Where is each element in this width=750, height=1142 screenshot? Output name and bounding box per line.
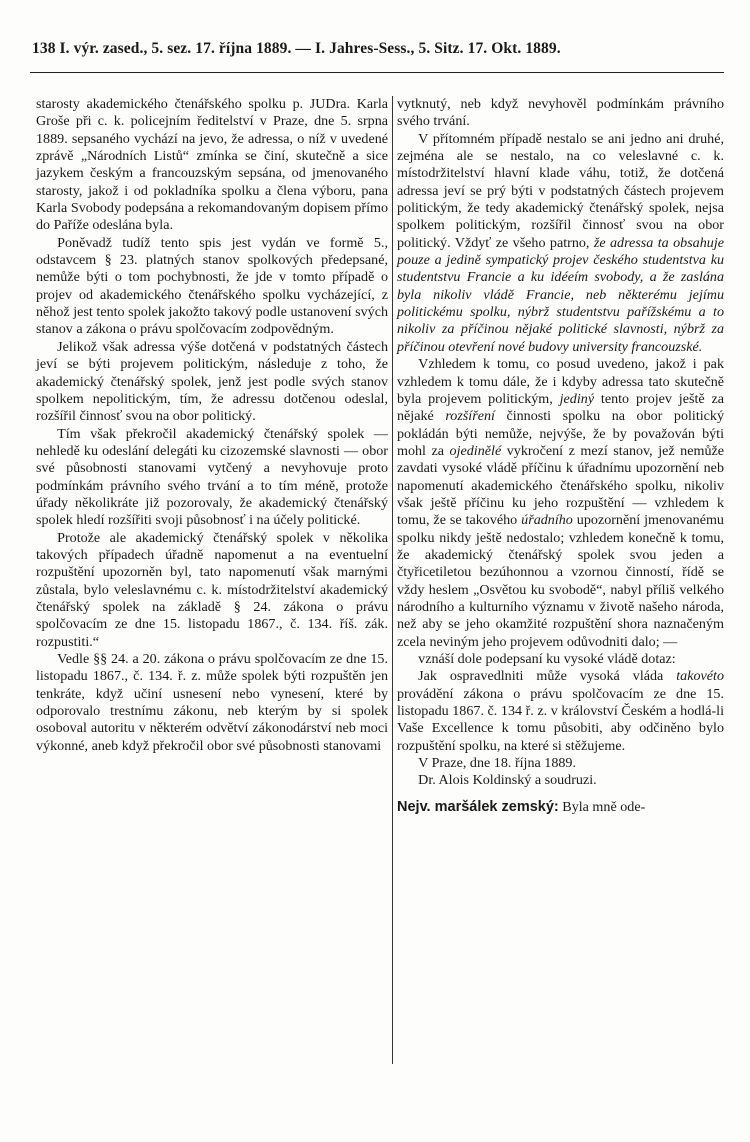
right-column [397, 96, 724, 816]
left-paragraph-5: Protože ale akademický čtenářský spolek v několika takových případech úřadně napomenut a na eventuelní rozpuštění upozorněn byl, tato napomenutí však marnými zůstala, bylo veleslavnému c. k. místodržitelství akademický čtenářský spolek na základě § 24. zákona o právu spolčovacím ze dne 15. listopadu 1867., č. 134. říš. zák. rozpustiti.“ [36, 529, 388, 650]
right-p5-em-takoveto: takovéto [676, 668, 724, 685]
right-p5-text-a: Jak ospravedlniti může vysoká vláda [418, 668, 677, 685]
right-p2-emphasis: že adressa ta obsahuje pouze a jedině sympatický projev českého studentstva ku studentstvu Francie a ku idéeím svobody, a že zaslána byla nikoliv vládě Francie, neb některému jejímu politickému spolku, nýbrž studentstvu pařížskému a to nikoliv za příčinou nějaké politické slavnosti, nýbrž za příčinou otevření nové budovy university francouzské. [397, 234, 724, 355]
right-paragraph-4: vznáší dole podepsaní ku vysoké vládě dotaz: [418, 651, 676, 667]
right-p3-text-e: činnosti spolku na obor politický pokládán býti nemůže, nejvýše, že by považován býti mohl za [397, 408, 724, 459]
left-paragraph-2: Poněvadž tudíž tento spis jest vydán ve formě 5., odstavcem § 23. platných stanov spolkových předepsané, nemůže býti o tom pochybnosti, že jde v tomto případě o projev od akademického čtenářského spolku vycházející, z něhož jest tento spolek jakožto takový podle ustanovení svých stanov a zákona o právu spolčovacím zodpovědným. [36, 234, 388, 338]
right-p3-text-a: Vzhledem k tomu, co posud uvedeno, jakož i pak vzhledem k tomu dále, že i kdyby adressa tato skutečně byla projevem politickým, [397, 356, 724, 407]
left-paragraph-6: Vedle §§ 24. a 20. zákona o právu spolčovacím ze dne 15. listopadu 1867., č. 134. ř. z. může spolek býti rozpuštěn jen tenkráte, když učiní usnesení nebo vynesení, které by odporovalo trestnímu zákonu, neb kterým by si spolek osoboval autoritu v některém odvětví zákonodárství neb moci výkonné, aneb když překročil obor své působnosti stanovami [36, 651, 388, 754]
speaker-text: Byla mně ode- [558, 798, 646, 815]
right-paragraph-3 [397, 356, 724, 651]
signature-names: Dr. Alois Koldinský a soudruzi. [418, 772, 597, 789]
right-p5-text-c: provádění zákona o právu spolčovacím ze dne 15. listopadu 1867. č. 134 ř. z. v království Českém a hodlá-li Vaše Excellence k tomu působiti, aby odčiněno bylo rozpuštění spolku, na které si stěžujeme. [397, 685, 724, 754]
speaker-name: Nejv. maršálek zemský: [397, 798, 559, 815]
right-p3-text-i: upozornění jmenovanému spolku nikdy ještě nedostalo; vzhledem konečně k tomu, že akademický čtenářský spolek svou jeden a čtyřicetiletou bezúhonnou a vzornou činností, řídě se vždy heslem „Osvětou ku svobodě“, nabyl příliš velkého národního a kulturního významu v životě našeho národa, než aby se jeho okamžité rozpuštění shora naznačeným zcela neviným jeho projevem odůvodniti dalo; — [397, 512, 724, 650]
left-paragraph-1: starosty akademického čtenářského spolku p. JUDra. Karla Groše při c. k. policejním ředitelství v Praze, dne 5. srpna 1889. sepsaného vychází na jevo, že adressa, o níž v uvedené zprávě „Národních Listů“ zmínka se činí, skutečně a sice jazykem českým a francouzským sepsána, od jmenovaného starosty, jakož i od pokladníka spolku a člena výboru, pana Karla Svobody podepsána a rekomandovaným dopisem přímo do Paříže odeslána byla. [36, 96, 388, 234]
left-column [36, 96, 388, 755]
header-rule [30, 72, 724, 73]
right-p3-text-c: tento projev ještě za nějaké [397, 390, 724, 425]
right-paragraph-5 [397, 668, 724, 755]
page-header: 138 I. výr. zased., 5. sez. 17. října 1889. — I. Jahres-Sess., 5. Sitz. 17. Okt. 1889. [32, 40, 561, 57]
right-p2-text: V přítomném případě nestalo se ani jedno ani druhé, zejména ale se nestalo, na co veleslavné c. k. místodržitelství hlavní klade váhu, totiž, že dotčená adressa jeví se prý býti v podstatných částech projevem politickým, že tedy akademický čtenářský spolek, nejsa spolkem politickým, rozšířil činnosť svou na obor politický. Vždyť ze všeho patrno, [397, 130, 724, 251]
right-p3-text-g: vykročení z mezí stanov, jež nemůže zavdati vysoké vládě příčinu k úřadnímu upozornění neb napomenutí akademického čtenářského spolku, nikoliv však ještě příčinu ku jeho rozpuštění — vzhledem k tomu, že se takového [397, 442, 725, 529]
right-paragraph-1: vytknutý, neb když nevyhověl podmínkám právního svého trvání. [397, 96, 724, 130]
speaker-paragraph [397, 799, 724, 816]
right-p3-em-rozsireni: rozšíření [445, 408, 495, 425]
right-p3-em-jediny: jediný [559, 390, 595, 407]
left-paragraph-3: Jelikož však adressa výše dotčená v podstatných částech jeví se býti projevem politickým, následuje z toho, že akademický čtenářský spolek, jenž jest podle svých stanov spolkem nepolitickým, tím, že adressu dotčenou odeslal, rozšířil činnosť svou na obor politický. [36, 338, 388, 425]
right-p3-em-ojedinele: ojedinělé [449, 442, 502, 459]
left-paragraph-4: Tím však překročil akademický čtenářský spolek — nehledě ku odeslání delegáti ku cizozemské slavnosti — obor své působnosti stanovami vytčený a nevyhovuje proto podmínkám právního svého trvání a to tím méně, protože úřady několikráte již pozorovaly, že akademický čtenářský spolek hledí rozšířiti svoji působnosť i na účely politické. [36, 425, 388, 529]
column-divider [392, 96, 393, 1064]
right-p3-em-uradniho: úřadního [521, 512, 573, 529]
right-paragraph-2 [397, 131, 724, 356]
signature-place-date: V Praze, dne 18. října 1889. [418, 755, 577, 772]
